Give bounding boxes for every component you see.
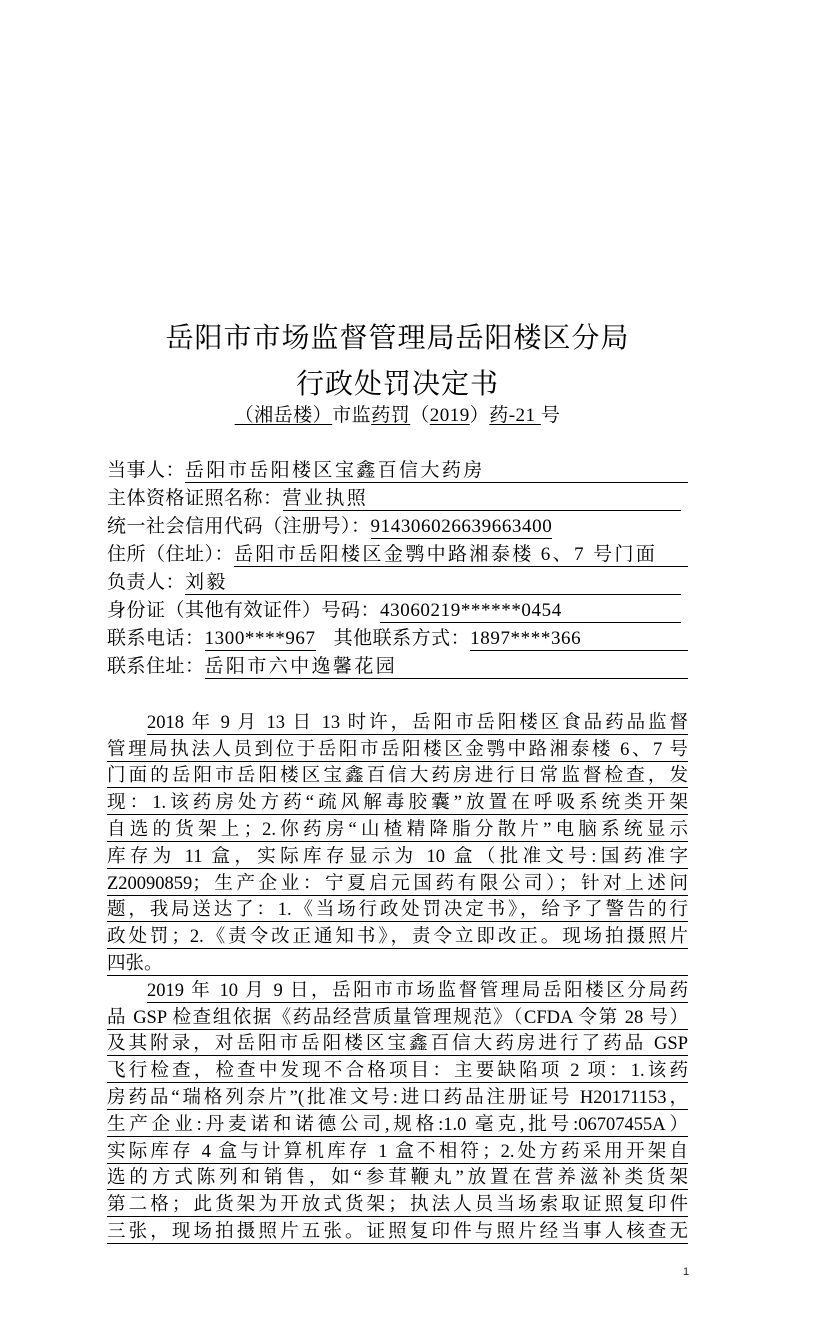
body-line: 四张。 <box>107 949 688 976</box>
license-label: 主体资格证照名称： <box>107 488 283 509</box>
id-number-row <box>107 595 681 623</box>
credit-code-row <box>107 511 688 539</box>
contact-address-label: 联系住址： <box>107 656 205 677</box>
doc-number-category: 药罚 <box>371 405 411 426</box>
body-line: Z20090859；生产企业：宁夏启元国药有限公司）；针对上述问 <box>107 869 688 896</box>
body-line: 品 GSP 检查组依据《药品经营质量管理规范》（CFDA 令第 28 号） <box>107 1003 688 1030</box>
party-value: 岳阳市岳阳楼区宝鑫百信大药房 <box>185 455 688 483</box>
party-label: 当事人： <box>107 460 186 481</box>
body-line: 2019 年 10 月 9 日，岳阳市市场监督管理局岳阳楼区分局药 <box>147 976 688 1003</box>
doc-number-suffix: 号 <box>540 405 561 426</box>
document-number <box>107 404 688 428</box>
body-line: 房药品“瑞格列奈片”(批准文号:进口药品注册证号 H20171153， <box>107 1083 688 1110</box>
credit-code-value: 914306026639663400 <box>371 511 553 539</box>
doc-number-prefix: （湘岳楼） <box>234 405 333 426</box>
license-row <box>107 483 681 511</box>
body-line: 第二格；此货架为开放式货架；执法人员当场索取证照复印件 <box>107 1190 688 1217</box>
id-number-label: 身份证（其他有效证件）号码： <box>107 600 381 621</box>
body-line: 飞行检查，检查中发现不合格项目：主要缺陷项 2 项：1.该药 <box>107 1056 688 1083</box>
contact-address-row <box>107 651 688 679</box>
body-line: 现：1.该药房处方药“疏风解毒胶囊”放置在呼吸系统类开架 <box>107 788 688 815</box>
license-value: 营业执照 <box>283 483 681 511</box>
party-info <box>107 455 688 679</box>
person-in-charge-label: 负责人： <box>107 572 186 593</box>
contact-address-value: 岳阳市六中逸馨花园 <box>205 651 688 679</box>
credit-code-label: 统一社会信用代码（注册号）： <box>107 516 371 537</box>
paragraph-gsp-inspection-2019 <box>107 976 688 1244</box>
body-line: 管理局执法人员到位于岳阳市岳阳楼区金鹗中路湘泰楼 6、7 号 <box>107 735 688 762</box>
doc-number-year: 2019 <box>429 405 470 426</box>
address-value: 岳阳市岳阳楼区金鹗中路湘泰楼 6、7 号门面 <box>234 539 688 567</box>
body-line: 题，我局送达了：1.《当场行政处罚决定书》，给予了警告的行 <box>107 896 688 923</box>
body-line: 选的方式陈列和销售，如“参茸鞭丸”放置在营养滋补类货架 <box>107 1164 688 1191</box>
doc-number-close-bracket: ） <box>469 405 490 426</box>
phone-value: 1300****967 <box>205 623 316 651</box>
document-title-type: 行政处罚决定书 <box>295 369 499 400</box>
body-line: 门面的岳阳市岳阳楼区宝鑫百信大药房进行日常监督检查，发 <box>107 762 688 789</box>
doc-number-agency: 市监 <box>332 405 372 426</box>
body-line: 实际库存 4 盒与计算机库存 1 盒不相符；2.处方药采用开架自 <box>107 1137 688 1164</box>
body-line: 2018 年 9 月 13 日 13 时许，岳阳市岳阳楼区食品药品监督 <box>147 708 688 735</box>
address-label: 住所（住址）： <box>107 544 235 565</box>
paragraph-inspection-2018 <box>107 708 688 976</box>
party-row <box>107 455 688 483</box>
doc-number-serial: 药-21 <box>489 405 541 426</box>
person-in-charge-value: 刘毅 <box>185 567 681 595</box>
contact-phone-row <box>107 623 688 651</box>
phone-label: 联系电话： <box>107 628 205 649</box>
id-number-value: 43060219******0454 <box>380 595 681 623</box>
address-row <box>107 539 688 567</box>
doc-number-open-bracket: （ <box>410 405 430 426</box>
body-line: 库存为 11 盒，实际库存显示为 10 盒（批准文号:国药准字 <box>107 842 688 869</box>
person-in-charge-row <box>107 567 681 595</box>
body-line: 生产企业:丹麦诺和诺德公司,规格:1.0 毫克,批号:06707455A） <box>107 1110 688 1137</box>
body-line: 自选的货架上；2.你药房“山楂精降脂分散片”电脑系统显示 <box>107 815 688 842</box>
document-title-authority: 岳阳市市场监督管理局岳阳楼区分局 <box>165 323 630 354</box>
page-number: 1 <box>682 1266 690 1278</box>
other-contact-label: 其他联系方式： <box>333 628 471 649</box>
body-text <box>107 708 688 1244</box>
body-line: 政处罚；2.《责令改正通知书》，责令立即改正。现场拍摄照片 <box>107 922 688 949</box>
body-line: 及其附录，对岳阳市岳阳楼区宝鑫百信大药房进行了药品 GSP <box>107 1030 688 1057</box>
body-line: 三张，现场拍摄照片五张。证照复印件与照片经当事人核查无 <box>107 1217 688 1244</box>
other-contact-value: 1897****366 <box>470 623 688 651</box>
